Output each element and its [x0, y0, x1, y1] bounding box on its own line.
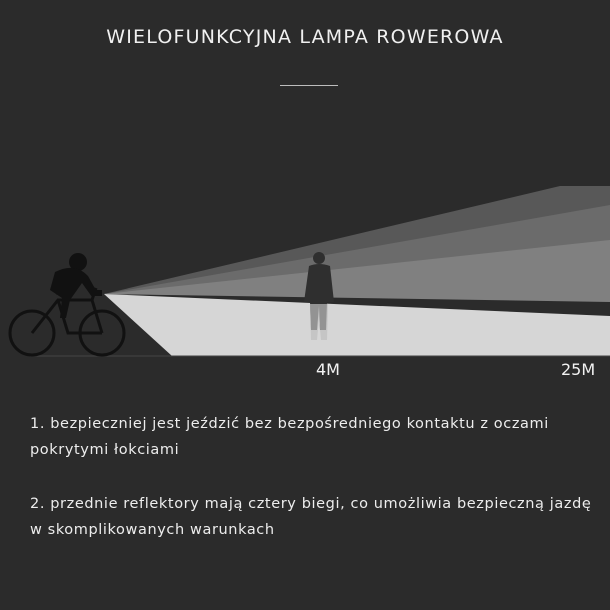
near-beam: [104, 294, 610, 356]
feature-paragraph-2: 2. przednie reflektory mają cztery biegi, co umożliwia bezpieczną jazdę w skomplikowanych warunkach: [30, 496, 592, 538]
page-title: WIELOFUNKCYJNA LAMPA ROWEROWA: [106, 26, 504, 48]
distance-label-near: 4M: [316, 360, 340, 379]
distance-label-far: 25M: [561, 360, 596, 379]
feature-paragraph-1: 1. bezpieczniej jest jeździć bez bezpośredniego kontaktu z oczami pokrytymi łokciami: [30, 416, 549, 458]
